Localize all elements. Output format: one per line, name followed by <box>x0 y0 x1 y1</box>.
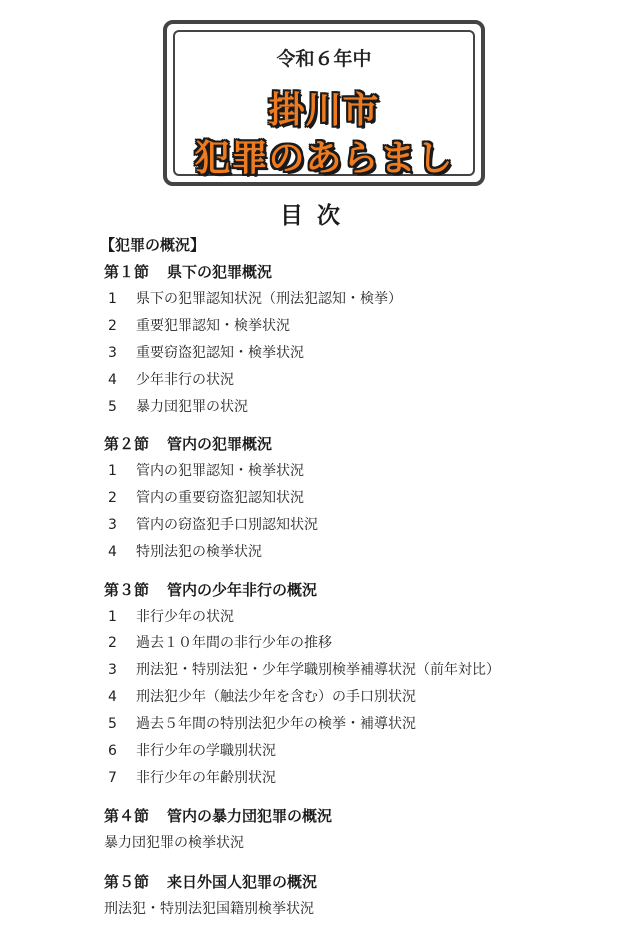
chapter-title: 管内の少年非行の概況 <box>167 581 318 599</box>
item-number: 6 <box>108 743 117 759</box>
item-number: 4 <box>108 372 117 388</box>
chapter-title: 管内の犯罪概況 <box>167 435 273 453</box>
toc-item <box>108 606 234 626</box>
item-text: 管内の重要窃盗犯認知状況 <box>136 490 304 506</box>
chapter-title: 来日外国人犯罪の概況 <box>167 873 318 891</box>
item-number: 1 <box>108 291 117 307</box>
chapter-1-heading <box>104 261 272 282</box>
toc-item <box>108 686 416 706</box>
toc-item <box>108 315 290 335</box>
item-text: 県下の犯罪認知状況（刑法犯認知・検挙） <box>136 291 402 307</box>
item-text: 非行少年の年齢別状況 <box>136 770 276 786</box>
toc-item <box>108 460 304 480</box>
item-number: 7 <box>108 770 117 786</box>
item-text: 暴力団犯罪の状況 <box>136 399 248 415</box>
toc-item <box>108 740 276 760</box>
item-text: 重要犯罪認知・検挙状況 <box>136 318 290 334</box>
item-text: 非行少年の学職別状況 <box>136 743 276 759</box>
item-text: 刑法犯少年（触法少年を含む）の手口別状況 <box>136 689 416 705</box>
item-text: 管内の窃盗犯手口別認知状況 <box>136 517 318 533</box>
chapter-label: 第４節 <box>104 807 150 825</box>
item-number: 1 <box>108 609 117 625</box>
item-number: 5 <box>108 716 117 732</box>
toc-item <box>108 396 248 416</box>
item-text: 過去５年間の特別法犯少年の検挙・補導状況 <box>136 716 416 732</box>
toc-item <box>108 514 318 534</box>
toc-item <box>108 342 304 362</box>
toc-item <box>108 487 304 507</box>
chapter-title: 県下の犯罪概況 <box>167 263 273 281</box>
item-text: 重要窃盗犯認知・検挙状況 <box>136 345 304 361</box>
item-number: 2 <box>108 318 117 334</box>
toc-item <box>108 659 500 679</box>
toc-heading: 目次 <box>280 202 354 229</box>
cover-title-line2: 犯罪のあらまし <box>194 138 454 179</box>
item-number: 2 <box>108 490 117 506</box>
item-text: 過去１０年間の非行少年の推移 <box>136 635 332 651</box>
chapter-label: 第３節 <box>104 581 150 599</box>
chapter-3-heading <box>104 579 317 600</box>
chapter-5-heading <box>104 871 317 892</box>
cover-title-frame <box>163 20 485 186</box>
cover-era: 令和６年中 <box>276 48 372 70</box>
chapter-4-heading <box>104 805 332 826</box>
chapter-label: 第１節 <box>104 263 150 281</box>
item-number: 3 <box>108 345 117 361</box>
toc-item <box>108 369 234 389</box>
chapter-2-heading <box>104 433 272 454</box>
toc-plain-item: 刑法犯・特別法犯国籍別検挙状況 <box>104 901 314 917</box>
section-label: 【犯罪の概況】 <box>100 236 206 254</box>
item-text: 特別法犯の検挙状況 <box>136 544 262 560</box>
item-number: 4 <box>108 689 117 705</box>
item-text: 非行少年の状況 <box>136 609 234 625</box>
toc-plain-item: 暴力団犯罪の検挙状況 <box>104 835 244 851</box>
cover-title-line1: 掛川市 <box>268 90 380 131</box>
toc-item <box>108 713 416 733</box>
chapter-title: 管内の暴力団犯罪の概況 <box>167 807 333 825</box>
item-number: 1 <box>108 463 117 479</box>
toc-item <box>108 767 276 787</box>
item-text: 管内の犯罪認知・検挙状況 <box>136 463 304 479</box>
toc-item <box>108 288 402 308</box>
chapter-label: 第５節 <box>104 873 150 891</box>
chapter-label: 第２節 <box>104 435 150 453</box>
toc-item <box>108 632 332 652</box>
item-number: 3 <box>108 517 117 533</box>
item-number: 4 <box>108 544 117 560</box>
item-number: 3 <box>108 662 117 678</box>
toc-item <box>108 541 262 561</box>
item-number: 2 <box>108 635 117 651</box>
item-text: 少年非行の状況 <box>136 372 234 388</box>
item-text: 刑法犯・特別法犯・少年学職別検挙補導状況（前年対比） <box>136 662 500 678</box>
item-number: 5 <box>108 399 117 415</box>
